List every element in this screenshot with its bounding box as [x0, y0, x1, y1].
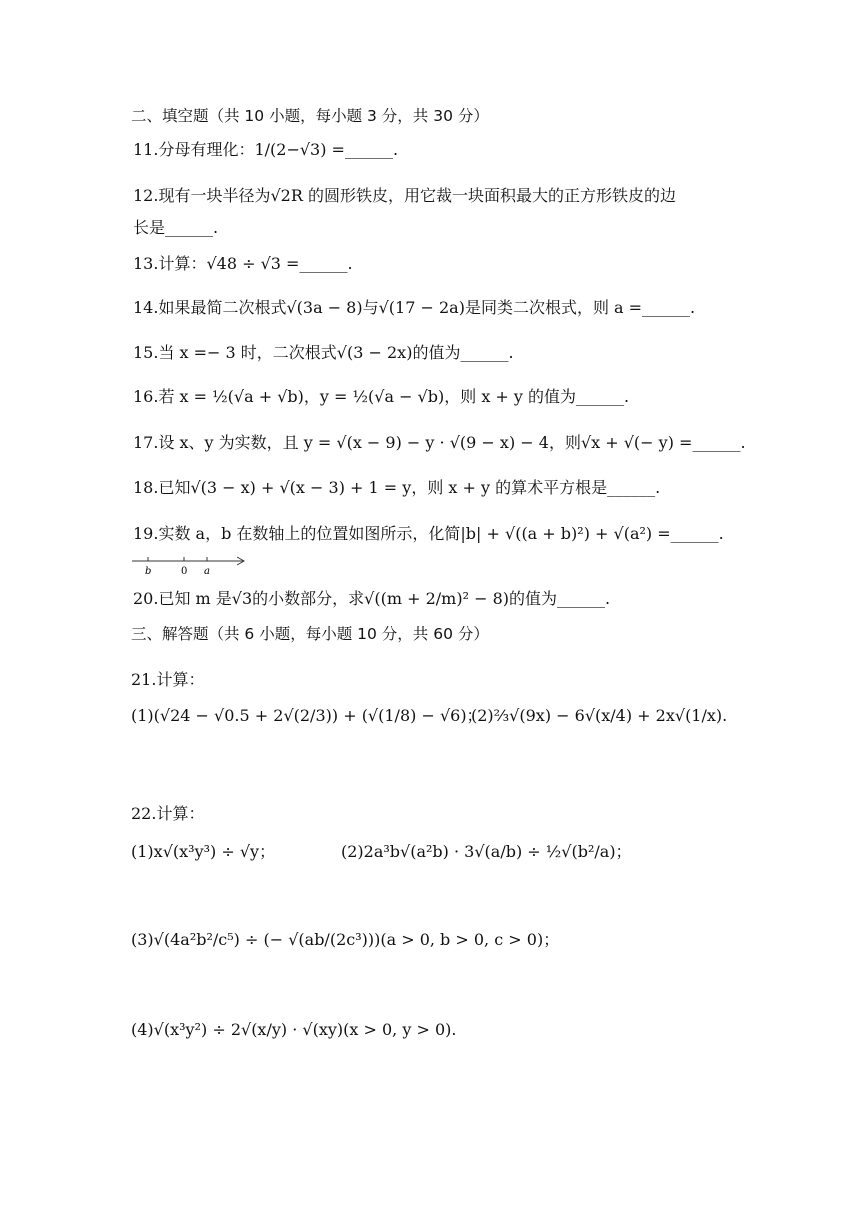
- question-11: 11.分母有理化：1/(2−√3) =______.: [133, 140, 399, 159]
- label-zero: 0: [181, 566, 188, 577]
- question-22-part4: (4)√(x³y²) ÷ 2√(x/y) · √(xy)(x > 0, y > 0).: [131, 1020, 457, 1039]
- number-line-figure: [130, 552, 248, 578]
- question-12-line1: 12.现有一块半径为√2R 的圆形铁皮，用它裁一块面积最大的正方形铁皮的边: [133, 186, 676, 205]
- question-21: 21.计算：: [131, 670, 205, 689]
- question-14: 14.如果最简二次根式√(3a − 8)与√(17 − 2a)是同类二次根式，则 a =______.: [133, 298, 696, 317]
- question-22-part1: (1)x√(x³y³) ÷ √y；: [131, 842, 276, 861]
- label-a: a: [204, 566, 210, 577]
- section-heading-fill-in: 二、填空题（共 10 小题，每小题 3 分，共 30 分）: [131, 107, 489, 125]
- question-17: 17.设 x、y 为实数，且 y = √(x − 9) − y · √(9 − x) − 4，则√x + √(− y) =______.: [133, 433, 746, 452]
- question-15: 15.当 x =− 3 时，二次根式√(3 − 2x)的值为______.: [133, 343, 514, 362]
- question-21-part2: (2)⅔√(9x) − 6√(x/4) + 2x√(1/x).: [471, 706, 728, 725]
- question-20: 20.已知 m 是√3的小数部分，求√((m + 2/m)² − 8)的值为______.: [133, 589, 611, 608]
- question-21-part1: (1)(√24 − √0.5 + 2√(2/3)) + (√(1/8) − √6)；: [131, 706, 483, 725]
- question-16: 16.若 x = ½(√a + √b)，y = ½(√a − √b)，则 x + y 的值为______.: [133, 387, 630, 406]
- question-12-line2: 长是______.: [133, 218, 219, 237]
- question-22-part3: (3)√(4a²b²/c⁵) ÷ (− √(ab/(2c³)))(a > 0, b > 0, c > 0)；: [131, 930, 560, 949]
- section-heading-answers: 三、解答题（共 6 小题，每小题 10 分，共 60 分）: [131, 625, 489, 643]
- question-18: 18.已知√(3 − x) + √(x − 3) + 1 = y，则 x + y 的算术平方根是______.: [133, 478, 661, 497]
- question-19: 19.实数 a，b 在数轴上的位置如图所示，化简|b| + √((a + b)²) + √(a²) =______.: [133, 524, 724, 543]
- label-b: b: [145, 566, 152, 577]
- question-13: 13.计算：√48 ÷ √3 =______.: [133, 254, 353, 273]
- question-22-part2: (2)2a³b√(a²b) · 3√(a/b) ÷ ½√(b²/a)；: [341, 842, 632, 861]
- question-22: 22.计算：: [131, 804, 205, 823]
